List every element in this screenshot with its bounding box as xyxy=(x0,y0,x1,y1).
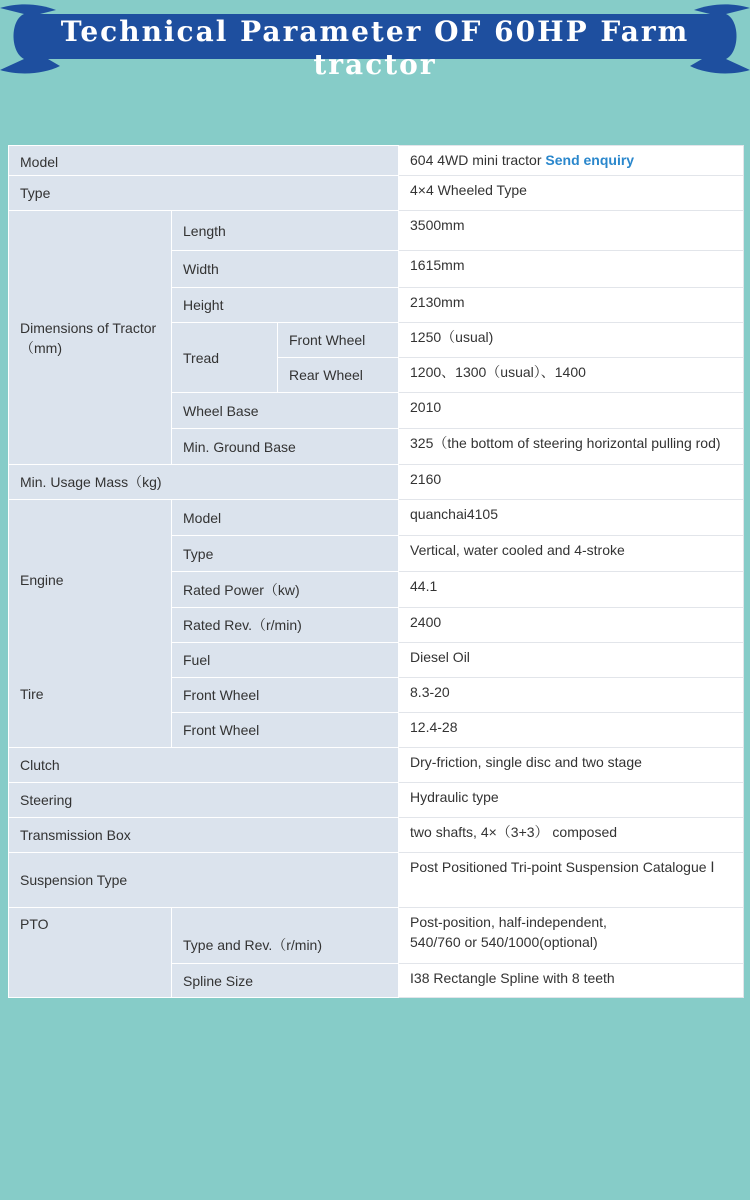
clutch-value: Dry-friction, single disc and two stage xyxy=(399,748,744,783)
spline-size-value: I38 Rectangle Spline with 8 teeth xyxy=(399,964,744,998)
table-row xyxy=(9,500,744,536)
tire-front1-label: Front Wheel xyxy=(172,678,399,713)
engine-model-value: quanchai4105 xyxy=(399,500,744,536)
wheel-base-label: Wheel Base xyxy=(172,393,399,429)
rated-rev-value: 2400 xyxy=(399,608,744,643)
send-enquiry-link[interactable]: Send enquiry xyxy=(545,152,635,168)
wheel-base-value: 2010 xyxy=(399,393,744,429)
row-label-type: Type xyxy=(9,176,399,211)
engine-label: Engine xyxy=(9,500,172,678)
engine-type-label: Type xyxy=(172,536,399,572)
table-row xyxy=(9,146,744,176)
tire-front1-value: 8.3-20 xyxy=(399,678,744,713)
tread-front-label: Front Wheel xyxy=(278,323,399,358)
clutch-label: Clutch xyxy=(9,748,399,783)
row-value-type: 4×4 Wheeled Type xyxy=(399,176,744,211)
pto-type-rev-line2: 540/760 or 540/1000(optional) xyxy=(410,934,598,950)
table-row xyxy=(9,678,744,713)
title-banner xyxy=(0,0,750,80)
engine-model-label: Model xyxy=(172,500,399,536)
model-value: 604 4WD mini tractor xyxy=(410,152,542,168)
tire-label: Tire xyxy=(9,678,172,748)
ground-base-value: 325（the bottom of steering horizontal pulling rod) xyxy=(399,429,744,465)
table-row xyxy=(9,853,744,908)
suspension-value: Post Positioned Tri-point Suspension Catalogue Ⅰ xyxy=(399,853,744,908)
table-row xyxy=(9,211,744,251)
width-value: 1615mm xyxy=(399,251,744,288)
table-row xyxy=(9,783,744,818)
steering-value: Hydraulic type xyxy=(399,783,744,818)
pto-type-rev-value xyxy=(399,908,744,964)
rated-rev-label: Rated Rev.（r/min) xyxy=(172,608,399,643)
mass-label: Min. Usage Mass（kg) xyxy=(9,465,399,500)
spec-table xyxy=(8,145,744,998)
pto-type-rev-label: Type and Rev.（r/min) xyxy=(172,908,399,964)
fuel-value: Diesel Oil xyxy=(399,643,744,678)
table-row xyxy=(9,908,744,964)
row-label-model: Model xyxy=(9,146,399,176)
length-value: 3500mm xyxy=(399,211,744,251)
tread-front-value: 1250（usual) xyxy=(399,323,744,358)
pto-label: PTO xyxy=(9,908,172,998)
dimensions-label: Dimensions of Tractor （mm) xyxy=(9,211,172,465)
tread-rear-label: Rear Wheel xyxy=(278,358,399,393)
tire-front2-value: 12.4-28 xyxy=(399,713,744,748)
transmission-label: Transmission Box xyxy=(9,818,399,853)
height-label: Height xyxy=(172,288,399,323)
spline-size-label: Spline Size xyxy=(172,964,399,998)
transmission-value: two shafts, 4×（3+3） composed xyxy=(399,818,744,853)
tire-front2-label: Front Wheel xyxy=(172,713,399,748)
table-row xyxy=(9,748,744,783)
mass-value: 2160 xyxy=(399,465,744,500)
height-value: 2130mm xyxy=(399,288,744,323)
length-label: Length xyxy=(172,211,399,251)
width-label: Width xyxy=(172,251,399,288)
tread-rear-value: 1200、1300（usual）、1400 xyxy=(399,358,744,393)
rated-power-label: Rated Power（kw) xyxy=(172,572,399,608)
suspension-label: Suspension Type xyxy=(9,853,399,908)
table-row xyxy=(9,176,744,211)
tread-label: Tread xyxy=(172,323,278,393)
table-row xyxy=(9,465,744,500)
steering-label: Steering xyxy=(9,783,399,818)
banner-title: Technical Parameter OF 60HP Farm tractor xyxy=(60,15,690,81)
row-value-model xyxy=(399,146,744,176)
pto-type-rev-line1: Post-position, half-independent, xyxy=(410,914,607,930)
ground-base-label: Min. Ground Base xyxy=(172,429,399,465)
fuel-label: Fuel xyxy=(172,643,399,678)
engine-type-value: Vertical, water cooled and 4-stroke xyxy=(399,536,744,572)
rated-power-value: 44.1 xyxy=(399,572,744,608)
table-row xyxy=(9,818,744,853)
